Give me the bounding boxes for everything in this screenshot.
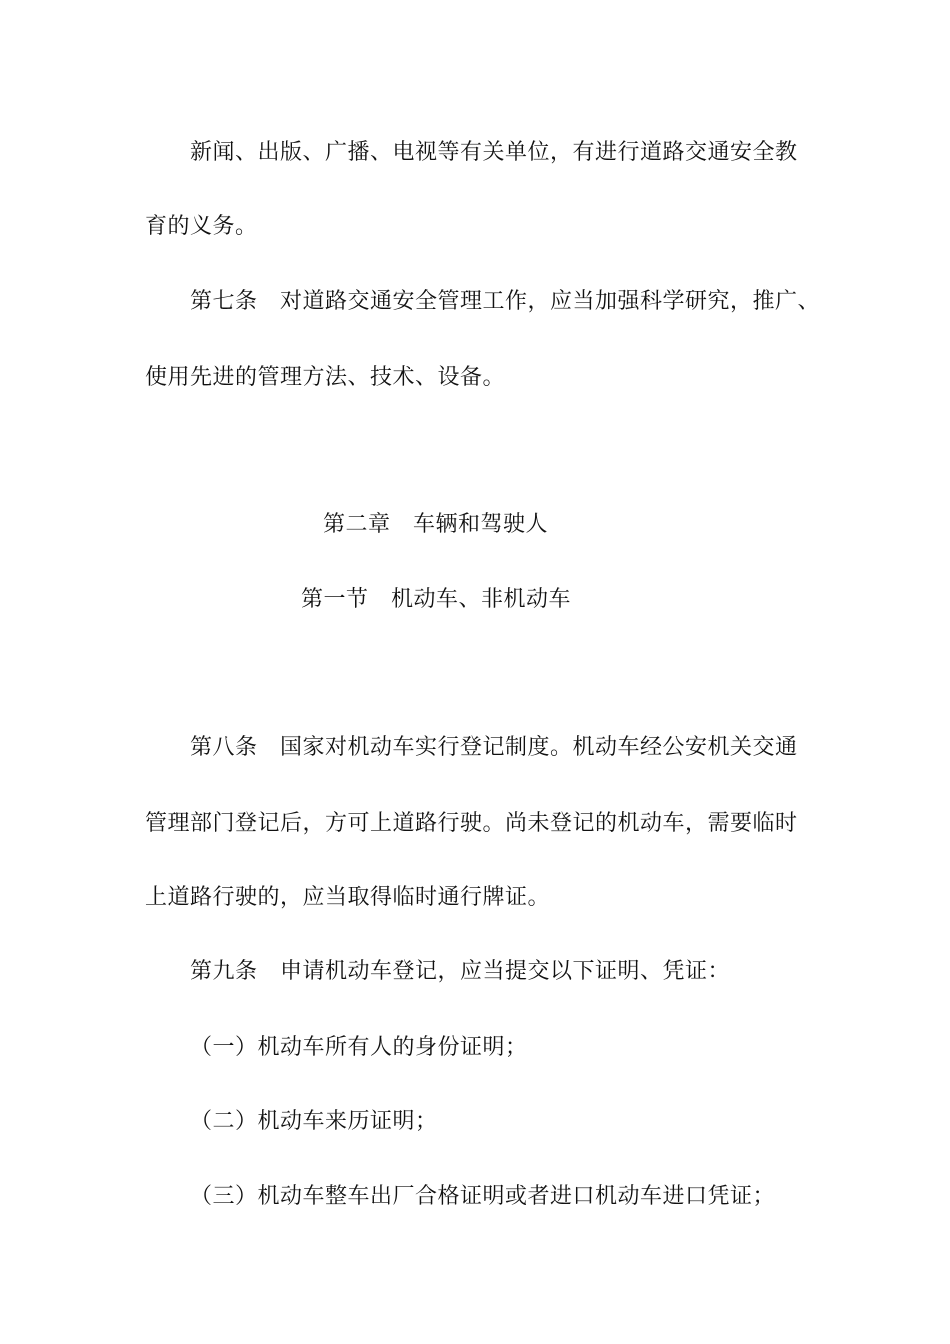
section-title: 第一节 机动车、非机动车 xyxy=(301,587,572,612)
article-8-line: 第八条 国家对机动车实行登记制度。机动车经公安机关交通 xyxy=(190,735,798,760)
paragraph-line: 管理部门登记后，方可上道路行驶。尚未登记的机动车，需要临时 xyxy=(145,811,798,836)
list-item: （一）机动车所有人的身份证明； xyxy=(190,1035,528,1060)
paragraph-line: 新闻、出版、广播、电视等有关单位，有进行道路交通安全教 xyxy=(190,140,798,165)
list-item: （二）机动车来历证明； xyxy=(190,1109,438,1134)
article-9-line: 第九条 申请机动车登记，应当提交以下证明、凭证： xyxy=(190,959,731,984)
article-7-line: 第七条 对道路交通安全管理工作，应当加强科学研究，推广、 xyxy=(190,289,821,314)
list-item: （三）机动车整车出厂合格证明或者进口机动车进口凭证； xyxy=(190,1184,776,1209)
paragraph-line: 育的义务。 xyxy=(145,214,258,239)
chapter-title: 第二章 车辆和驾驶人 xyxy=(323,512,549,537)
paragraph-line: 使用先进的管理方法、技术、设备。 xyxy=(145,365,506,390)
paragraph-line: 上道路行驶的，应当取得临时通行牌证。 xyxy=(145,885,551,910)
